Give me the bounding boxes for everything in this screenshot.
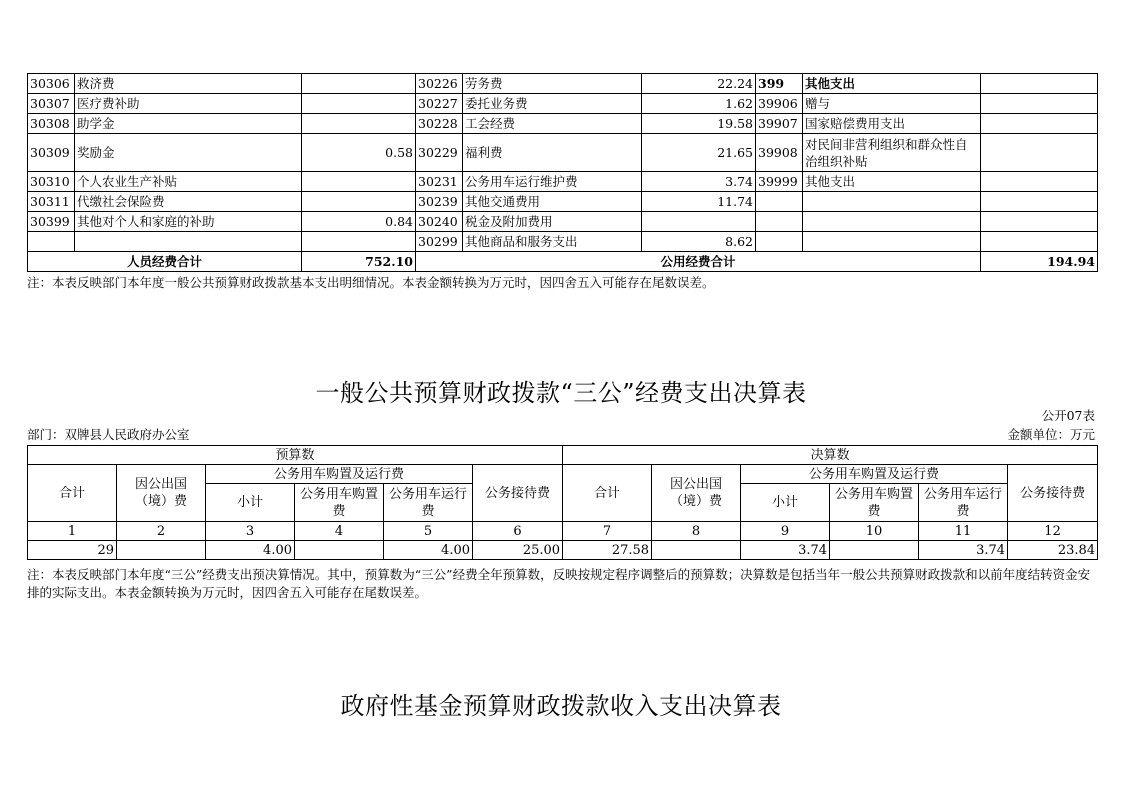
budget-abroad-header: 因公出国（境）费 — [117, 465, 206, 522]
table-row — [28, 74, 1098, 94]
values-row — [28, 541, 1098, 560]
code-cell: 30229 — [416, 134, 463, 172]
value-cell — [302, 74, 416, 94]
value-cell: 29 — [28, 541, 117, 560]
column-number-row — [28, 522, 1098, 541]
name-cell: 工会经费 — [463, 114, 642, 134]
value-cell — [302, 192, 416, 212]
totals-row — [28, 252, 1098, 272]
column-number: 5 — [384, 522, 473, 541]
budget-subtotal-header: 小计 — [206, 484, 295, 522]
value-cell: 23.84 — [1008, 541, 1098, 560]
personnel-total-label: 人员经费合计 — [28, 252, 302, 272]
code-cell: 30309 — [28, 134, 75, 172]
name-cell: 对民间非营利组织和群众性自治组织补贴 — [803, 134, 981, 172]
value-cell — [981, 232, 1098, 252]
value-cell — [652, 541, 741, 560]
value-cell — [302, 114, 416, 134]
code-cell: 30231 — [416, 172, 463, 192]
value-cell — [830, 541, 919, 560]
name-cell: 劳务费 — [463, 74, 642, 94]
value-cell — [981, 192, 1098, 212]
value-cell — [981, 134, 1098, 172]
final-purchase-header: 公务用车购置费 — [830, 484, 919, 522]
column-number: 9 — [741, 522, 830, 541]
code-cell: 399 — [756, 74, 803, 94]
column-number: 8 — [652, 522, 741, 541]
table-row — [28, 94, 1098, 114]
final-reception-header: 公务接待费 — [1008, 465, 1098, 522]
table-row — [28, 134, 1098, 172]
three-public-expenses-table — [27, 445, 1098, 560]
three-public-expenses-title: 一般公共预算财政拨款“三公”经费支出决算表 — [315, 379, 807, 407]
code-cell: 30227 — [416, 94, 463, 114]
code-cell — [756, 192, 803, 212]
personnel-total-value: 752.10 — [302, 252, 416, 272]
code-cell: 30226 — [416, 74, 463, 94]
table-row — [28, 192, 1098, 212]
code-cell: 30399 — [28, 212, 75, 232]
public-total-value: 194.94 — [981, 252, 1098, 272]
column-number: 1 — [28, 522, 117, 541]
name-cell: 其他支出 — [803, 74, 981, 94]
column-number: 7 — [563, 522, 652, 541]
value-cell: 19.58 — [642, 114, 756, 134]
value-cell: 25.00 — [473, 541, 563, 560]
final-operation-header: 公务用车运行费 — [919, 484, 1008, 522]
final-total-header: 合计 — [563, 465, 652, 522]
code-cell: 30240 — [416, 212, 463, 232]
name-cell: 其他对个人和家庭的补助 — [75, 212, 302, 232]
code-cell — [756, 212, 803, 232]
value-cell: 4.00 — [206, 541, 295, 560]
value-cell: 3.74 — [741, 541, 830, 560]
table1-note: 注：本表反映部门本年度一般公共预算财政拨款基本支出明细情况。本表金额转换为万元时，因四舍五入可能存在尾数误差。 — [27, 275, 715, 290]
amount-unit-label: 金额单位：万元 — [1007, 427, 1095, 442]
value-cell: 1.62 — [642, 94, 756, 114]
table-row — [28, 114, 1098, 134]
code-cell — [28, 232, 75, 252]
department-label: 部门：双牌县人民政府办公室 — [27, 427, 190, 442]
code-cell: 30239 — [416, 192, 463, 212]
column-number: 4 — [295, 522, 384, 541]
name-cell: 公务用车运行维护费 — [463, 172, 642, 192]
code-cell: 39999 — [756, 172, 803, 192]
value-cell: 4.00 — [384, 541, 473, 560]
value-cell — [981, 114, 1098, 134]
value-cell — [302, 172, 416, 192]
name-cell: 其他商品和服务支出 — [463, 232, 642, 252]
value-cell: 8.62 — [642, 232, 756, 252]
value-cell — [981, 212, 1098, 232]
name-cell: 代缴社会保险费 — [75, 192, 302, 212]
value-cell: 22.24 — [642, 74, 756, 94]
value-cell: 11.74 — [642, 192, 756, 212]
code-cell: 39908 — [756, 134, 803, 172]
code-cell: 39906 — [756, 94, 803, 114]
code-cell: 30311 — [28, 192, 75, 212]
code-cell: 30308 — [28, 114, 75, 134]
budget-purchase-header: 公务用车购置费 — [295, 484, 384, 522]
name-cell: 其他支出 — [803, 172, 981, 192]
value-cell — [117, 541, 206, 560]
budget-vehicle-header: 公务用车购置及运行费 — [206, 465, 473, 484]
name-cell: 个人农业生产补贴 — [75, 172, 302, 192]
final-abroad-header: 因公出国（境）费 — [652, 465, 741, 522]
final-vehicle-header: 公务用车购置及运行费 — [741, 465, 1008, 484]
name-cell — [803, 192, 981, 212]
budget-header: 预算数 — [28, 446, 563, 465]
value-cell: 3.74 — [642, 172, 756, 192]
code-cell — [756, 232, 803, 252]
column-number: 11 — [919, 522, 1008, 541]
name-cell: 税金及附加费用 — [463, 212, 642, 232]
value-cell: 27.58 — [563, 541, 652, 560]
name-cell: 赠与 — [803, 94, 981, 114]
column-number: 3 — [206, 522, 295, 541]
column-number: 10 — [830, 522, 919, 541]
name-cell — [803, 232, 981, 252]
name-cell: 其他交通费用 — [463, 192, 642, 212]
value-cell — [302, 94, 416, 114]
table2-note: 注：本表反映部门本年度“三公”经费支出预决算情况。其中，预算数为“三公”经费全年预算数，反映按规定程序调整后的预算数；决算数是包括当年一般公共预算财政拨款和以前年度结转资金安排的实际支出。本表金额转换为万元时，因四舍五入可能存在尾数误差。 — [27, 567, 1091, 600]
budget-operation-header: 公务用车运行费 — [384, 484, 473, 522]
name-cell: 委托业务费 — [463, 94, 642, 114]
final-header: 决算数 — [563, 446, 1098, 465]
basic-expenditure-table — [27, 73, 1098, 272]
value-cell — [642, 212, 756, 232]
value-cell — [302, 232, 416, 252]
column-number: 2 — [117, 522, 206, 541]
final-subtotal-header: 小计 — [741, 484, 830, 522]
name-cell — [75, 232, 302, 252]
budget-reception-header: 公务接待费 — [473, 465, 563, 522]
value-cell: 0.84 — [302, 212, 416, 232]
code-cell: 39907 — [756, 114, 803, 134]
column-number: 6 — [473, 522, 563, 541]
budget-total-header: 合计 — [28, 465, 117, 522]
public-total-label: 公用经费合计 — [416, 252, 981, 272]
code-cell: 30228 — [416, 114, 463, 134]
value-cell — [981, 172, 1098, 192]
value-cell: 3.74 — [919, 541, 1008, 560]
name-cell: 医疗费补助 — [75, 94, 302, 114]
name-cell: 救济费 — [75, 74, 302, 94]
value-cell — [295, 541, 384, 560]
name-cell: 福利费 — [463, 134, 642, 172]
code-cell: 30306 — [28, 74, 75, 94]
name-cell: 国家赔偿费用支出 — [803, 114, 981, 134]
gov-fund-title: 政府性基金预算财政拨款收入支出决算表 — [340, 692, 782, 720]
table-row — [28, 212, 1098, 232]
table-row — [28, 172, 1098, 192]
value-cell: 0.58 — [302, 134, 416, 172]
name-cell: 奖励金 — [75, 134, 302, 172]
name-cell: 助学金 — [75, 114, 302, 134]
code-cell: 30307 — [28, 94, 75, 114]
code-cell: 30310 — [28, 172, 75, 192]
form-number: 公开07表 — [1041, 408, 1095, 423]
value-cell: 21.65 — [642, 134, 756, 172]
code-cell: 30299 — [416, 232, 463, 252]
value-cell — [981, 94, 1098, 114]
table-row — [28, 232, 1098, 252]
value-cell — [981, 74, 1098, 94]
name-cell — [803, 212, 981, 232]
column-number: 12 — [1008, 522, 1098, 541]
